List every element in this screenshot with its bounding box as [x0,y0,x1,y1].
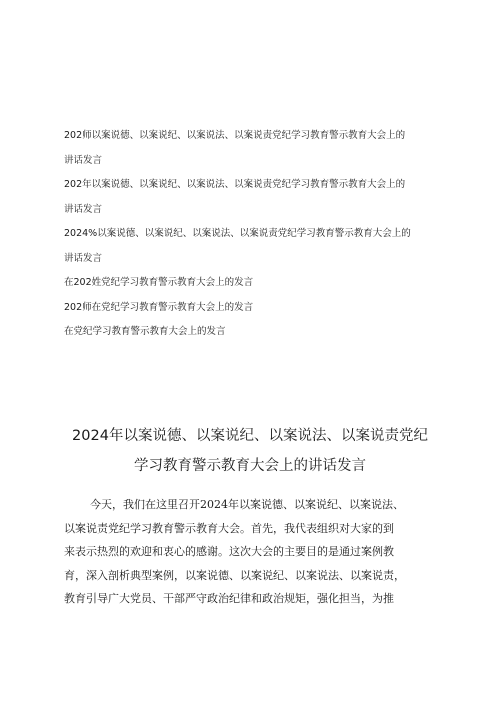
toc-entry[interactable]: 讲话发言 [64,252,103,264]
toc-entry[interactable]: 202师以案说德、以案说纪、以案说法、以案说责党纪学习教育警示教育大会上的 [64,130,406,141]
body-line: 教育引导广大党员、干部严守政治纪律和政治规矩，强化担当，为推 [64,592,394,605]
toc-entry[interactable]: 202师在党纪学习教育警示教育大会上的发言 [64,301,254,313]
article-title [60,421,440,481]
body-line: 今天，我们在这里召开2024年以案说德、以案说纪、以案说法、 [90,498,404,511]
article-title-line: 2024年以案说德、以案说纪、以案说法、以案说责党纪 [72,428,428,444]
table-of-contents [64,124,464,345]
toc-entry[interactable]: 2024%以案说德、以案说纪、以案说法、以案说责党纪学习教育警示教育大会上的 [64,228,411,239]
toc-entry[interactable]: 202年以案说德、以案说纪、以案说法、以案说责党纪学习教育警示教育大会上的 [64,179,406,190]
toc-entry[interactable]: 讲话发言 [64,203,103,215]
body-line: 育，深入剖析典型案例，以案说德、以案说纪、以案说法、以案说责， [64,568,405,582]
body-line: 来表示热烈的欢迎和衷心的感谢。这次大会的主要目的是通过案例教 [64,545,394,558]
toc-entry[interactable]: 讲话发言 [64,154,103,166]
toc-entry[interactable]: 在党纪学习教育警示教育大会上的发言 [64,326,226,337]
article-body [64,493,460,611]
article-title-line: 学习教育警示教育大会上的讲话发言 [134,458,366,474]
toc-entry[interactable]: 在202姓党纪学习教育警示教育大会上的发言 [64,277,254,288]
body-line: 以案说责党纪学习教育警示教育大会。首先，我代表组织对大家的到 [64,521,394,535]
